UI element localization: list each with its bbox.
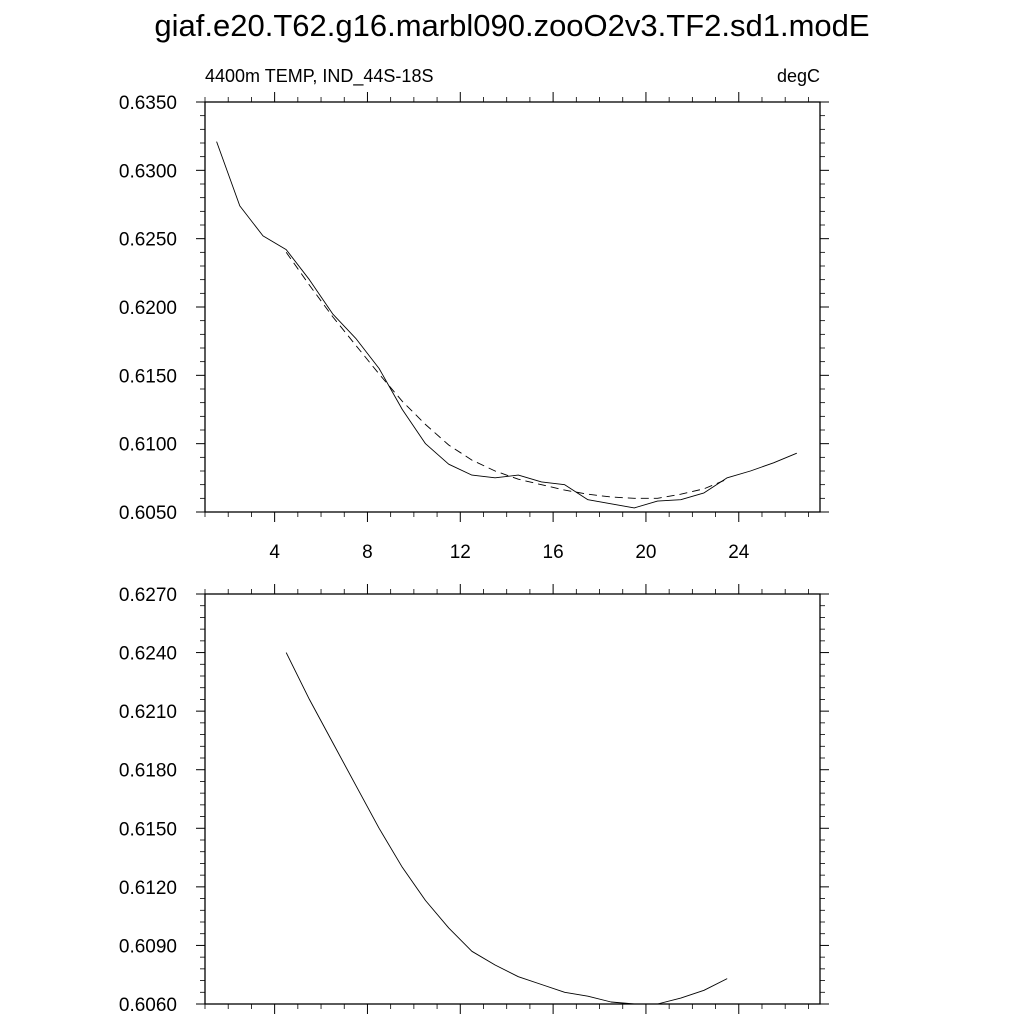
- subtitle-left: 4400m TEMP, IND_44S-18S: [205, 66, 434, 86]
- bottom-panel: [119, 584, 829, 1016]
- top-panel: [119, 66, 829, 563]
- y-tick-label: 0.6240: [118, 643, 177, 665]
- x-tick-label: 16: [542, 542, 564, 563]
- series-line-solid: [217, 142, 797, 508]
- y-tick-label: 0.6350: [118, 93, 177, 114]
- y-tick-label: 0.6090: [118, 936, 177, 958]
- plot-frame: [205, 594, 820, 1004]
- subtitle-right: degC: [776, 66, 820, 86]
- y-tick-label: 0.6060: [118, 995, 177, 1016]
- y-tick-label: 0.6250: [118, 229, 177, 251]
- plot-frame: [205, 102, 820, 512]
- series-line-dashed: [286, 252, 727, 498]
- x-tick-label: 24: [728, 542, 750, 563]
- y-tick-label: 0.6210: [118, 702, 177, 724]
- page-title: giaf.e20.T62.g16.marbl090.zooO2v3.TF2.sd1.modE: [154, 8, 870, 43]
- y-tick-label: 0.6300: [118, 161, 177, 183]
- y-tick-label: 0.6270: [118, 585, 177, 606]
- y-tick-label: 0.6200: [118, 298, 177, 319]
- x-tick-label: 4: [269, 542, 280, 563]
- x-tick-label: 20: [635, 542, 657, 563]
- y-tick-label: 0.6100: [118, 434, 177, 456]
- y-tick-label: 0.6050: [118, 503, 177, 524]
- x-tick-label: 8: [362, 542, 373, 563]
- x-tick-label: 12: [449, 542, 471, 563]
- y-tick-label: 0.6180: [118, 760, 177, 782]
- y-tick-label: 0.6150: [118, 819, 177, 841]
- series-line-solid: [286, 653, 727, 1004]
- y-tick-label: 0.6120: [118, 877, 177, 899]
- y-tick-label: 0.6150: [118, 366, 177, 388]
